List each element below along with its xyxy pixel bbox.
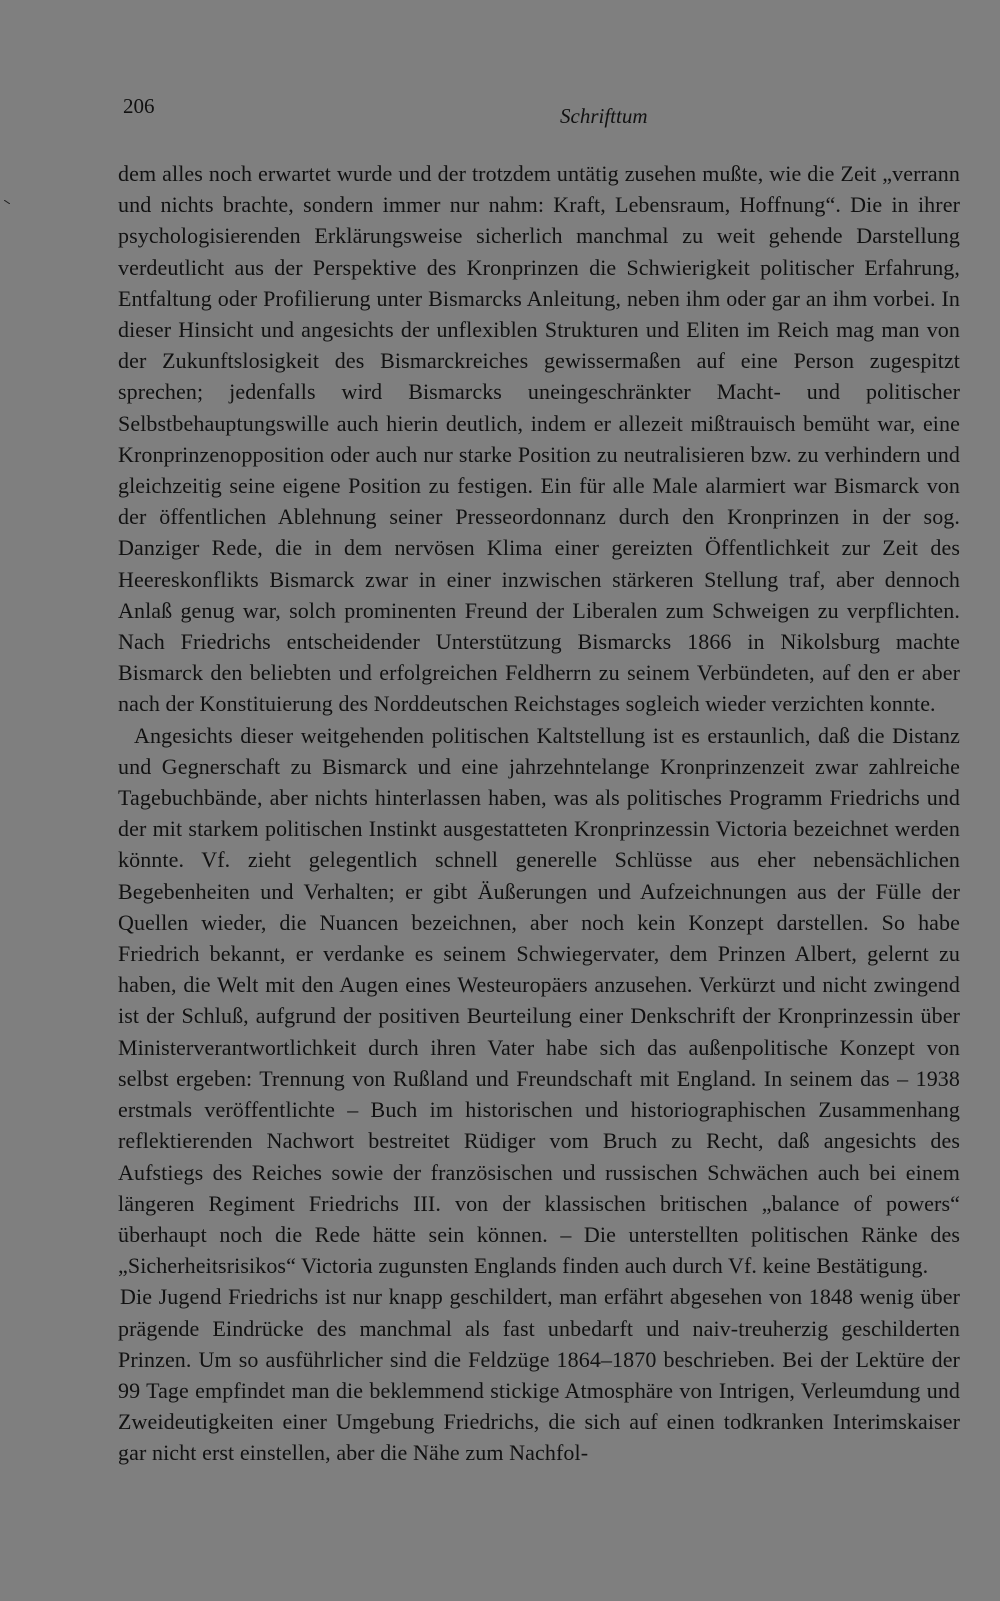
- body-text: [118, 158, 960, 1469]
- page-number: 206: [123, 94, 155, 118]
- paragraph-1: dem alles noch erwartet wurde und der trotzdem untätig zusehen mußte, wie die Zeit „verrann und nichts brachte, sondern immer nur nahm: Kraft, Lebensraum, Hoffnung“. Die in ihrer psychologisierenden Erklärungsweise sicherlich manchmal zu weit gehende Darstellung verdeutlicht aus der Perspektive des Kronprinzen die Schwierigkeit politischer Erfahrung, Entfaltung oder Profilierung unter Bismarcks Anleitung, neben ihm oder gar an ihm vorbei. In dieser Hinsicht und angesichts der unflexiblen Strukturen und Eliten im Reich mag man von der Zukunftslosigkeit des Bismarckreiches gewissermaßen auf eine Person zugespitzt sprechen; jedenfalls wird Bismarcks uneingeschränkter Macht- und politischer Selbstbehauptungswille auch hierin deutlich, indem er allezeit mißtrauisch bemüht war, eine Kronprinzenopposition oder auch nur starke Position zu neutralisieren bzw. zu verhindern und gleichzeitig seine eigene Position zu festigen. Ein für alle Male alarmiert war Bismarck von der öffentlichen Ablehnung seiner Presseordonnanz durch den Kronprinzen in der sog. Danziger Rede, die in dem nervösen Klima einer gereizten Öffentlichkeit zur Zeit des Heereskonflikts Bismarck zwar in einer inzwischen stärkeren Stellung traf, aber dennoch Anlaß genug war, solch prominenten Freund der Liberalen zum Schweigen zu verpflichten. Nach Friedrichs entscheidender Unterstützung Bismarcks 1866 in Nikolsburg machte Bismarck den beliebten und erfolgreichen Feldherrn zu seinem Verbündeten, auf den er aber nach der Konstituierung des Norddeutschen Reichstages sogleich wieder verzichten konnte.: [118, 161, 960, 717]
- scan-speck: [4, 200, 10, 204]
- paragraph-3: Die Jugend Friedrichs ist nur knapp geschildert, man erfährt abgesehen von 1848 wenig über prägende Eindrücke des manchmal als fast unbedarft und naiv-treuherzig geschilderten Prinzen. Um so ausführlicher sind die Feldzüge 1864–1870 beschrieben. Bei der Lektüre der 99 Tage empfindet man die beklemmend stickige Atmosphäre von Intrigen, Verleumdung und Zweideutigkeiten einer Umgebung Friedrichs, die sich auf einen todkranken Interimskaiser gar nicht erst einstellen, aber die Nähe zum Nachfol-: [118, 1284, 960, 1466]
- running-head: Schrifttum: [560, 104, 648, 128]
- paragraph-2: Angesichts dieser weitgehenden politischen Kaltstellung ist es erstaunlich, daß die Distanz und Gegnerschaft zu Bismarck und eine jahrzehntelange Kronprinzenzeit zwar zahlreiche Tagebuchbände, aber nichts hinterlassen haben, was als politisches Programm Friedrichs und der mit starkem politischen Instinkt ausgestatteten Kronprinzessin Victoria bezeichnet werden könnte. Vf. zieht gelegentlich schnell generelle Schlüsse aus eher nebensächlichen Begebenheiten und Verhalten; er gibt Äußerungen und Aufzeichnungen aus der Fülle der Quellen wieder, die Nuancen bezeichnen, aber noch kein Konzept darstellen. So habe Friedrich bekannt, er verdanke es seinem Schwiegervater, dem Prinzen Albert, gelernt zu haben, die Welt mit den Augen eines Westeuropäers anzusehen. Verkürzt und nicht zwingend ist der Schluß, aufgrund der positiven Beurteilung einer Denkschrift der Kronprinzessin über Ministerverantwortlichkeit durch ihren Vater habe sich das außenpolitische Konzept von selbst ergeben: Trennung von Rußland und Freundschaft mit England. In seinem das – 1938 erstmals veröffentlichte – Buch im historischen und historiographischen Zusammenhang reflektierenden Nachwort bestreitet Rüdiger vom Bruch zu Recht, daß angesichts des Aufstiegs des Reiches sowie der französischen und russischen Schwächen auch bei einem längeren Regiment Friedrichs III. von der klassischen britischen „balance of powers“ überhaupt noch die Rede hätte sein können. – Die unterstellten politischen Ränke des „Sicherheitsrisikos“ Victoria zugunsten Englands finden auch durch Vf. keine Bestätigung.: [118, 722, 960, 1279]
